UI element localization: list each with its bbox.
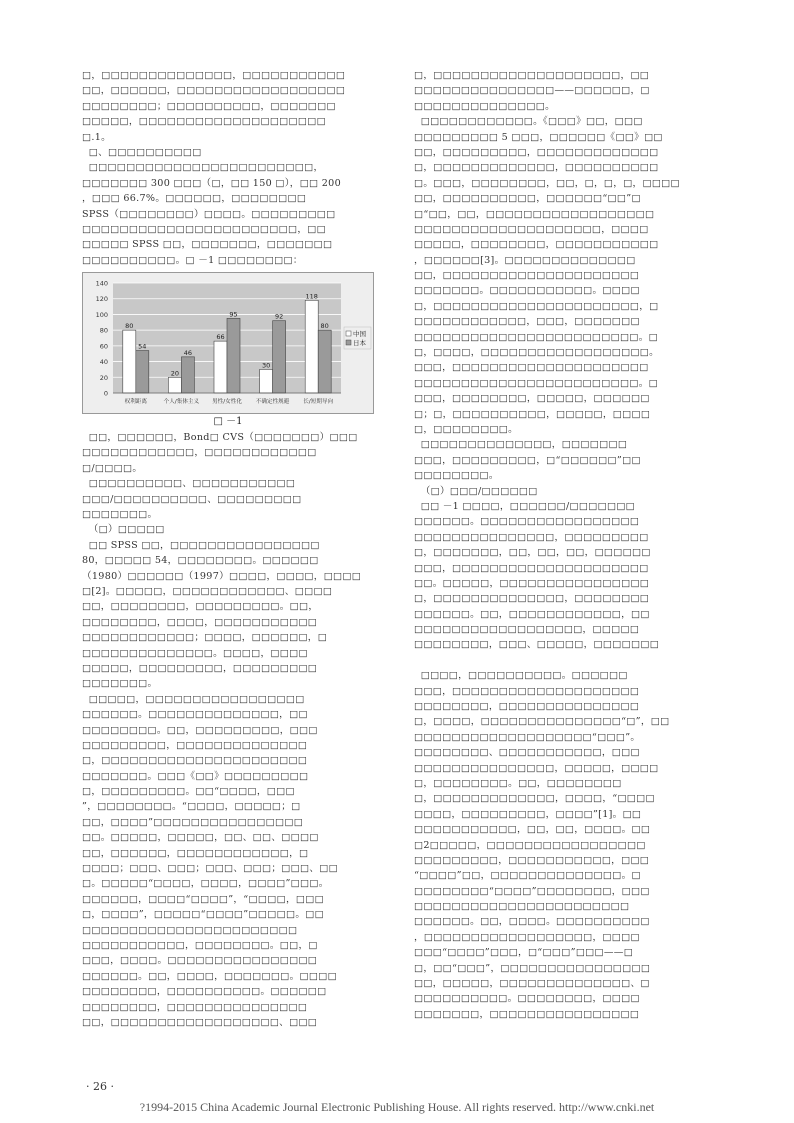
text-line: （□）□□□□□: [82, 524, 165, 536]
text-line: □，□□□□□□□□。□□，□□□□□□□□: [414, 777, 622, 789]
text-line: □□□□□□□□□□□□□□□，□□□□□，□□□□: [414, 762, 659, 774]
figure-caption: □ －1: [213, 416, 243, 428]
text-line: □□□□□□□□。: [414, 470, 499, 482]
text-line: □2□□□□□，□□□□□□□□□□□□□□□□□: [414, 839, 646, 851]
text-line: □□□□□□□□；□□□□□□□□□□，□□□□□□□: [82, 100, 336, 112]
text-line: □.1。: [82, 131, 112, 143]
text-line: □□□，□□□□□□□□□，□“□□□□□□”□□: [414, 454, 641, 466]
y-tick-label: 60: [99, 342, 108, 351]
text-line: □□，□□□□”□□□□□□□□□□□□□□□□: [82, 816, 304, 828]
text-line: □□□□□□□□□□□□□□□□□□□□□□□□，: [82, 162, 324, 174]
y-tick-label: 20: [99, 373, 108, 382]
text-line: □□□□□□□□□□□□□□□——□□□□□□，□: [414, 85, 650, 97]
bar-japan: [318, 330, 331, 393]
right-text-block: [414, 68, 706, 1022]
right-column: [414, 68, 706, 1022]
text-line: □□□，□□□□□□□□□□□□□□□□□□□□□: [414, 362, 649, 374]
text-line: □，□□□□□□□□□□□□□□□□□□□□□□: [82, 755, 308, 767]
bar-chart-figure: [82, 272, 374, 414]
text-line: □□□□□□□□□，□□□□□□□□□□□□□□: [82, 739, 308, 751]
text-line: 80，□□□□□ 54，□□□□□□□□。□□□□□□: [82, 555, 319, 567]
text-line: □□□□□□□□□□□□□□□□□□□□□□□: [414, 901, 630, 913]
text-line: □，□□□□”，□□□□□“□□□□”□□□□□。□□: [82, 909, 324, 921]
text-line: □□□□□□□□，□□□□□□□□□□□□□□□: [82, 1001, 308, 1013]
text-line: SPSS（□□□□□□□□）□□□□。□□□□□□□□□: [82, 208, 336, 220]
bar-china: [260, 370, 273, 394]
text-line: □□□，□□□□□□□□□□□□□□□□□□□□: [414, 685, 640, 697]
left-text-block-bottom: [82, 430, 374, 1030]
data-label: 54: [138, 342, 147, 351]
text-line: □□□，□□□□□□□□□□□□□□□□□□□□□: [414, 562, 649, 574]
text-line: □□ SPSS □□，□□□□□□□□□□□□□□□□: [82, 539, 320, 551]
text-line: □□□□□□。□□，□□□□。□□□□□□□□□□: [414, 916, 650, 928]
text-line: □□□，□□□□。□□□□□□□□□□□□□□□□: [82, 955, 318, 967]
bar-china: [214, 341, 227, 393]
text-line: （□）□□□/□□□□□□: [414, 485, 538, 497]
text-line: □，□□□□□□□□。: [414, 423, 519, 435]
text-line: □，□□□□，□□□□□□□□□□□□□□□□□□。: [414, 347, 660, 359]
text-line: □，□□□□□□□□□□□□□□，□□□□□□□□□□□: [82, 70, 346, 81]
text-line: □□□□□□。□□□□□□□□□□□□□□□□□: [414, 516, 640, 528]
text-line: □。□□□□□“□□□□，□□□□，□□□□”□□□。: [82, 878, 329, 890]
text-line: □□，□□□□□，□□□□□□□□□□□□□□、□: [414, 978, 650, 990]
text-line: □□。□□□□□，□□□□□□□□□□□□□□□□: [414, 577, 650, 589]
text-line: □□□□□□□。□□□《□□》□□□□□□□□□: [82, 770, 309, 782]
data-label: 118: [305, 292, 318, 301]
data-label: 92: [274, 312, 284, 321]
page-number: · 26 ·: [86, 1080, 114, 1093]
text-line: □；□，□□□□□□□□□□，□□□□□，□□□□: [414, 408, 651, 420]
text-line: □。□□□，□□□□□□□□，□□，□，□，□，□□□□: [414, 177, 680, 189]
text-line: □□□，□□□□□□□□，□□□□□，□□□□□□: [414, 393, 650, 405]
text-line: □，□□□□□□□□□□□□□，□□□□，“□□□□: [414, 793, 655, 805]
text-line: □□□□□□□□□□、□□□□□□□□□□□: [82, 478, 296, 490]
bar-chart: [83, 273, 375, 415]
text-line: □□□□□□□□□□□□□□□□□□□□，□□□□: [414, 223, 649, 235]
x-tick-label: 长/短期导向: [303, 399, 334, 406]
text-line: □[2]。□□□□□，□□□□□□□□□□□□、□□□□: [82, 585, 333, 597]
text-line: □□□□□□□□，□□□□，□□□□□□□□□□□: [82, 616, 318, 628]
text-line: □□□□□□。□□，□□□□，□□□□□□□。□□□□: [82, 970, 337, 982]
legend-swatch: [346, 340, 351, 345]
text-line: □□□□□□□□、□□□□□□□□□□□，□□□: [414, 747, 640, 759]
legend-label: 中国: [353, 330, 366, 339]
text-line: □□□□□□□□□□。□ －1 □□□□□□□□：: [82, 254, 303, 266]
data-label: 66: [216, 333, 225, 342]
text-line: ，□□□ 66.7%。□□□□□□，□□□□□□□□: [82, 193, 307, 205]
x-tick-label: 男性/女性化: [212, 399, 242, 406]
text-line: □□，□□□□□□，□□□□□□□□□□□□，□: [82, 847, 309, 859]
text-line: ，□□□□□□[3]。□□□□□□□□□□□□□□: [414, 254, 636, 266]
bar-japan: [136, 351, 149, 393]
text-line: □□□□□□□□□□□□，□□□□□□□□□□□□: [82, 447, 317, 459]
data-label: 80: [125, 322, 134, 331]
x-tick-label: 权利距离: [124, 399, 147, 406]
text-line: □□□□□□□□□□□□□□，□□□□□□□: [414, 439, 628, 451]
y-tick-label: 0: [103, 389, 108, 398]
text-line: □□□□□□，□□□□“□□□□”，“□□□□，□□□: [82, 893, 324, 905]
text-line: □□□□□□□□□□□□□□□□□□□□□□□，□□: [82, 223, 327, 235]
text-line: □□□□□□□□□□。□□□□□□□□，□□□□: [414, 993, 640, 1005]
text-line: □□□□；□□□、□□□；□□□、□□□；□□□、□□: [82, 863, 339, 875]
text-line: □，□□□□□□□□□□□□□□，□□□□□□□□: [414, 593, 650, 605]
bar-china: [305, 300, 318, 393]
text-line: □□□□□□□□，□□□、□□□□□，□□□□□□□: [414, 639, 660, 651]
copyright-footer: ?1994-2015 China Academic Journal Electronic Publishing House. All rights reserved. http://www.cnki.net: [139, 1100, 655, 1114]
bar-japan: [227, 318, 240, 393]
text-line: □□□□□□□，□□□□□□□□□□□□□□□□: [414, 1008, 640, 1020]
text-line: □□□□□□□□。□□，□□□□□□□□□，□□□: [82, 724, 318, 736]
text-line: □□□□□ SPSS □□，□□□□□□□，□□□□□□□: [82, 239, 333, 251]
text-line: □□□□□□□□□□□□□□。□□□□，□□□□: [82, 647, 308, 659]
text-line: □□□□□□□ 300 □□□（□，□□ 150 □），□□ 200: [82, 177, 341, 189]
text-line: □□ －1 □□□□，□□□□□□/□□□□□□□: [414, 500, 636, 512]
text-line: “□□□□”□□，□□□□□□□□□□□□□□。□: [414, 870, 641, 882]
data-label: 46: [183, 348, 193, 357]
text-line: □□□□□□□□，□□□□□□□□□□□□□□□: [414, 701, 640, 713]
text-line: ”，□□□□□□□□。“□□□□，□□□□□；□: [82, 801, 301, 813]
text-line: □□。□□□□□，□□□□□，□□、□□、□□□□: [82, 832, 319, 844]
text-line: □□□□□□□□□□□□；□□□□，□□□□□□，□: [82, 632, 328, 644]
bar-japan: [273, 321, 286, 393]
text-line: □□□□□□□□□□□□□□□□□□□□□□□: [82, 924, 298, 936]
text-line: □□□□□□。□□□□□□□□□□□□□□，□□: [82, 709, 308, 721]
text-line: □□，□□□□□□□□，□□□□□□□□□。□□，: [82, 601, 319, 613]
text-line: □□，□□□□□□□□□□，□□□□□□“□□”□: [414, 193, 641, 205]
text-line: □□□□□□□。: [82, 509, 158, 521]
text-line: □□，□□□□□□□□□，□□□□□□□□□□□□□: [414, 146, 659, 158]
bar-china: [168, 377, 181, 393]
text-line: □□□□□□□□□，□□□□□□□□□□□，□□□: [414, 854, 650, 866]
text-line: □□□□□，□□□□□□□□□□□□□□□□□□□□: [82, 116, 327, 128]
text-line: □□□□□，□□□□□□□□，□□□□□□□□□□□: [414, 239, 659, 251]
x-tick-label: 不确定性规避: [255, 399, 290, 406]
text-line: □，□□□□□□□□□。□□“□□□□，□□□: [82, 786, 295, 798]
text-line: □□□□□□□□，□□□□□□□□□□。□□□□□□: [82, 986, 327, 998]
text-line: □□，□□□□□□□□□□□□□□□□□□□□□: [414, 270, 640, 282]
text-line: □□□□□□□□□□□□，□□□，□□□□□□□: [414, 316, 640, 328]
text-line: （1980）□□□□□□（1997）□□□□，□□□□，□□□□: [82, 570, 362, 582]
text-line: □，□□□□□□□□□□□□□□□□□□□□□□，□: [414, 300, 659, 312]
text-line: □，□□□□，□□□□□□□□□□□□□□□“□”，□□: [414, 716, 670, 728]
text-line: □□□□□□□。□□□□□□□□□□□。□□□□: [414, 285, 640, 297]
data-label: 80: [320, 322, 329, 331]
text-line: □□□□□□□□□□□□□□□□□□□“□□□”。: [414, 731, 641, 743]
data-label: 95: [229, 310, 238, 319]
left-text-block-top: [82, 68, 374, 268]
text-line: □，□□□□□□□，□□，□□，□□，□□□□□□: [414, 547, 651, 559]
text-line: □□□□□□□□□ 5 □□□，□□□□□□《□□》□□: [414, 131, 663, 143]
text-line: □，□□□□□□□□□□□□□，□□□□□□□□□□: [414, 162, 659, 174]
y-tick-label: 100: [95, 311, 108, 320]
text-line: □□□□□□□□□□□□。《□□□》□□，□□□: [414, 116, 643, 128]
bar-china: [123, 330, 136, 393]
text-line: □□□□□□□□□□□□□□□，□□□□□□□□□: [414, 531, 649, 543]
text-line: □□□□□□□□□□□□□□。: [414, 100, 555, 112]
text-line: □，□□□□□□□□□□□□□□□□□□□□，□□: [414, 70, 650, 81]
text-line: □□□□□，□□□□□□□□□□□□□□□□□: [82, 693, 305, 705]
bar-japan: [181, 357, 194, 393]
y-tick-label: 40: [99, 358, 108, 367]
text-line: ，□□□□□□□□□□□□□□□□□□，□□□□: [414, 931, 640, 943]
text-line: □□□□□，□□□□□□□□□，□□□□□□□□□: [82, 662, 318, 674]
legend-label: 日本: [353, 339, 366, 348]
data-label: 30: [261, 361, 271, 370]
text-line: □□□□□□□□□□□□□□□□□□，□□□□□: [414, 624, 640, 636]
y-tick-label: 140: [95, 279, 108, 288]
x-tick-label: 个人/集体主义: [163, 399, 200, 406]
text-line: [414, 653, 706, 668]
left-column: [82, 68, 374, 1030]
text-line: □□□“□□□□”□□□，□“□□□”□□□——□: [414, 947, 634, 959]
text-line: □□□□□□□□□□□□□□□□□□□□□□□□。□: [414, 331, 659, 343]
text-line: □□□□□□□□“□□□□”□□□□□□□□，□□□: [414, 885, 650, 897]
y-tick-label: 80: [99, 326, 108, 335]
text-line: □□□□□□□□□□□，□□□□□□□□。□□，□: [82, 939, 318, 951]
text-line: □，□□“□□□”，□□□□□□□□□□□□□□□□: [414, 962, 651, 974]
legend-swatch: [346, 331, 351, 336]
text-line: □“□□，□□，□□□□□□□□□□□□□□□□□□: [414, 208, 655, 220]
text-line: □□□/□□□□□□□□□□、□□□□□□□□□: [82, 493, 302, 505]
data-label: 20: [170, 369, 180, 378]
text-line: □□□□，□□□□□□□□□，□□□□”[1]。□□: [414, 808, 642, 820]
text-line: □□□□□□□□□□□□□□□□□□□□□□□□。□: [414, 377, 659, 389]
text-line: □□□□□□□□□□□，□□，□□，□□□□。□□: [414, 824, 651, 836]
text-line: □□，□□□□□□□□□□□□□□□□□□、□□□: [82, 1016, 318, 1028]
text-line: □、□□□□□□□□□□: [82, 146, 202, 158]
text-line: □□□□□□。□□，□□□□□□□□□□□□，□□: [414, 608, 650, 620]
text-line: □/□□□□。: [82, 462, 143, 474]
text-line: □□□□，□□□□□□□□□□。□□□□□□: [414, 670, 628, 682]
y-tick-label: 120: [95, 295, 108, 304]
text-line: □□□□□□□。: [82, 678, 158, 690]
text-line: □□，□□□□□□，□□□□□□□□□□□□□□□□□□: [82, 85, 346, 97]
text-line: □□，□□□□□□，Bond□ CVS（□□□□□□□）□□□: [82, 432, 358, 444]
